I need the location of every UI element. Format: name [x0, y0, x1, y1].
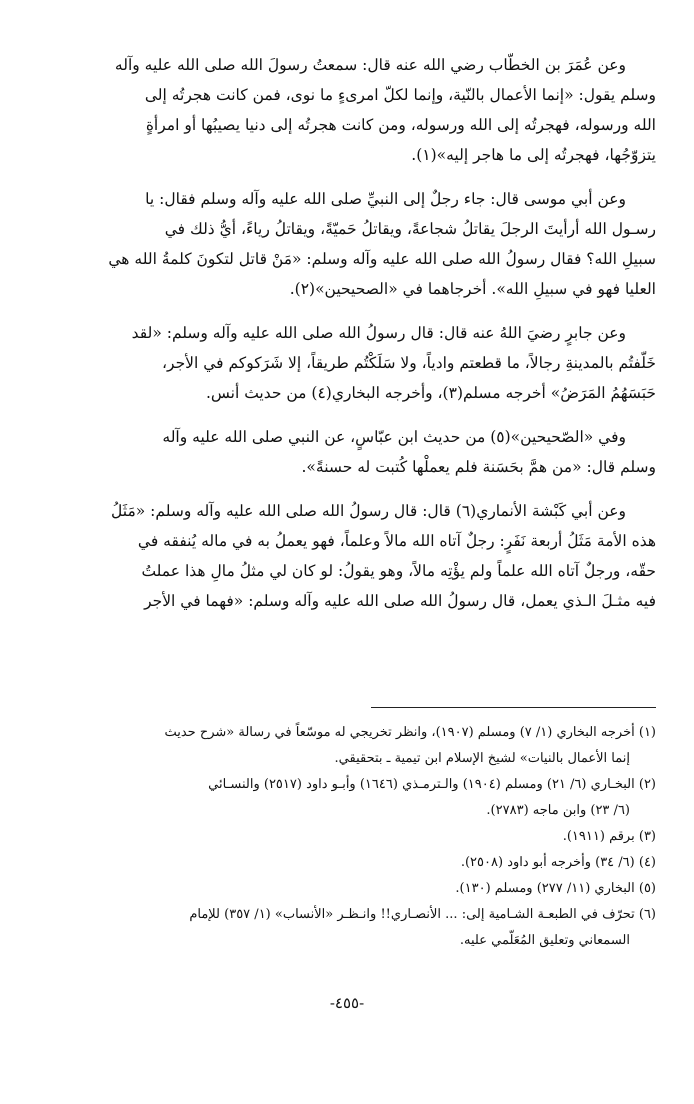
text-line: وسلم قال: «من همَّ بحَسَنة فلم يعملْها كُتبت له حسنةً».: [301, 458, 656, 476]
footnote-line: (١) أخرجه البخاري (١/ ٧) ومسلم (١٩٠٧)، وانظر تخريجي له موسّعاً في رسالة «شرح حديث: [164, 725, 656, 740]
footnote-line: (٥) البخاري (١١/ ٢٧٧) ومسلم (١٣٠).: [455, 881, 656, 896]
text-line: العليا فهو في سبيلِ الله». أخرجاهما في «الصحيحين»(٢).: [289, 280, 656, 298]
footnote-4: [66, 850, 656, 876]
paragraph-ibn-abbas-hadith: [66, 422, 656, 482]
paragraph-umar-hadith: [66, 50, 656, 170]
text-line: هذه الأمة مَثَلُ أربعة نَفَرٍ: رجلٌ آتاه الله مالاً وعلماً، فهو يعملُ به في ماله يُنفقه في: [137, 532, 656, 550]
footnote-line: (٢) البخـاري (٦/ ٢١) ومسلم (١٩٠٤) والـترمـذي (١٦٤٦) وأبـو داود (٢٥١٧) والنسـائي: [208, 777, 656, 792]
text-line: وعن عُمَرَ بن الخطّاب رضي الله عنه قال: سمعتُ رسولَ الله صلى الله عليه وآله: [114, 56, 626, 74]
text-line: سبيلِ الله؟ فقال رسولُ الله صلى الله عليه وآله وسلم: «مَنْ قاتل لتكونَ كلمةُ الله هي: [108, 250, 656, 268]
text-line: فيه مثـلَ الـذي يعمل، قال رسولُ الله صلى الله عليه وآله وسلم: «فهما في الأجر: [144, 592, 656, 610]
paragraph-abu-kabsha-hadith: [66, 496, 656, 616]
footnote-separator: [371, 707, 656, 708]
footnote-line: (٦/ ٢٣) وابن ماجه (٢٧٨٣).: [486, 803, 630, 818]
footnote-line: (٤) (٦/ ٣٤) وأخرجه أبو داود (٢٥٠٨).: [460, 855, 656, 870]
footnote-3: [66, 824, 656, 850]
footnote-line: (٣) برقم (١٩١١).: [562, 829, 656, 844]
text-line: يتزوّجُها، فهجرتُه إلى ما هاجر إليه»(١).: [411, 146, 656, 164]
text-line: وعن جابرٍ رضيَ اللهُ عنه قال: قال رسولُ الله صلى الله عليه وآله وسلم: «لقد: [131, 324, 626, 342]
text-line: وفي «الصّحيحين»(٥) من حديث ابن عبّاسٍ، عن النبي صلى الله عليه وآله: [162, 428, 626, 446]
footnote-line: السمعاني وتعليق المُعَلّمي عليه.: [459, 933, 630, 948]
footnote-6: [66, 902, 656, 954]
footnote-5: [66, 876, 656, 902]
text-line: حقّه، ورجلٌ آتاه الله علماً ولم يؤْتِه مالاً، وهو يقولُ: لو كان لي مثلُ مالِ هذا عملتُ: [141, 562, 656, 580]
footnotes: [66, 720, 656, 954]
page-number: -٤٥٥-: [329, 994, 365, 1012]
footnote-line: إنما الأعمال بالنيات» لشيخ الإسلام ابن تيمية ـ بتحقيقي.: [334, 751, 630, 766]
text-line: حَبَسَهُمُ المَرَضُ» أخرجه مسلم(٣)، وأخرجه البخاري(٤) من حديث أنس.: [205, 384, 656, 402]
text-line: وعن أبي موسى قال: جاء رجلٌ إلى النبيِّ صلى الله عليه وآله وسلم فقال: يا: [145, 190, 626, 208]
text-line: خَلّفتُم بالمدينةِ رجالاً، ما قطعتم وادياً، ولا سَلَكْتُم طريقاً، إلا شَرَكوكم في الأجر،: [162, 354, 656, 372]
text-line: رسـول الله أرأيتَ الرجلَ يقاتلُ شجاعةً، ويقاتلُ حَميّةً، ويقاتلُ رياءً، أيُّ ذلك في: [164, 220, 656, 238]
footnote-1: [66, 720, 656, 772]
paragraph-abu-musa-hadith: [66, 184, 656, 304]
main-text: [66, 50, 656, 630]
text-line: وسلم يقول: «إنما الأعمال بالنّية، وإنما لكلّ امرىءٍ ما نوى، فمن كانت هجرتُه إلى: [144, 86, 656, 104]
footnote-2: [66, 772, 656, 824]
text-line: الله ورسوله، فهجرتُه إلى الله ورسوله، ومن كانت هجرتُه إلى دنيا يصيبُها أو امرأةٍ: [145, 116, 656, 134]
text-line: وعن أبي كَبْشة الأنماري(٦) قال: قال رسولُ الله صلى الله عليه وآله وسلم: «مَثَلُ: [111, 502, 626, 520]
paragraph-jabir-hadith: [66, 318, 656, 408]
footnote-line: (٦) تحرّف في الطبعـة الشـامية إلى: ... الأنصـاري!! وانـظـر «الأنساب» (١/ ٣٥٧) للإمام: [189, 907, 656, 922]
